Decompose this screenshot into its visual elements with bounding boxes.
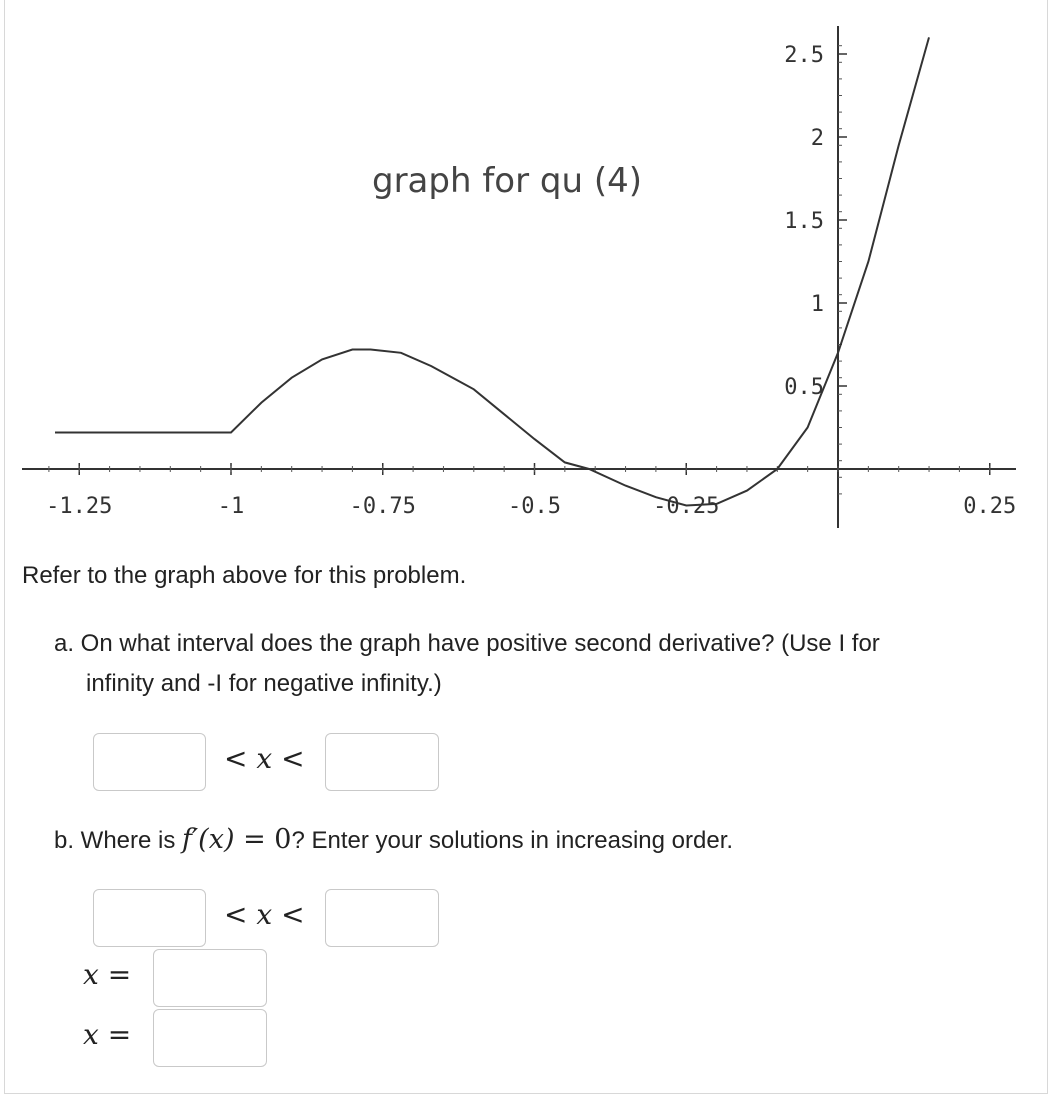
function-graph	[0, 0, 1054, 540]
x-equals-input-1[interactable]	[153, 949, 267, 1007]
part-a-lower-bound-input[interactable]	[93, 733, 206, 791]
graph-axes	[22, 26, 1016, 528]
x-tick-label: -0.5	[508, 494, 561, 519]
x-equals-label-2: x =	[83, 1018, 132, 1051]
function-curve	[55, 37, 929, 505]
part-b-inequality: < x <	[224, 898, 305, 931]
part-a-question-line2: infinity and -I for negative infinity.)	[86, 670, 442, 697]
part-b-suffix: ? Enter your solutions in increasing order.	[291, 827, 734, 854]
y-tick-label: 1.5	[784, 209, 824, 234]
x-tick-label: 0.25	[963, 494, 1017, 519]
part-b-question	[54, 820, 733, 861]
graph-tick-labels	[46, 43, 1016, 519]
y-tick-label: 1	[810, 292, 824, 317]
x-tick-label: -1.25	[46, 494, 113, 519]
intro-text: Refer to the graph above for this problem.	[22, 562, 467, 589]
x-equals-input-2[interactable]	[153, 1009, 267, 1067]
y-tick-label: 2.5	[784, 43, 824, 68]
y-tick-label: 2	[810, 126, 824, 151]
y-tick-label: 0.5	[784, 375, 824, 400]
part-a-question-line1: a. On what interval does the graph have positive second derivative? (Use I for	[54, 630, 880, 657]
x-equals-label-1: x =	[83, 958, 132, 991]
x-tick-label: -1	[217, 494, 245, 519]
part-a-inequality: < x <	[224, 742, 305, 775]
x-tick-label: -0.75	[349, 494, 416, 519]
x-tick-label: -0.25	[653, 494, 720, 519]
part-b-interval-lower-input[interactable]	[93, 889, 206, 947]
graph-title: graph for qu (4)	[372, 161, 642, 201]
fprime-expression: f′(x) = 0	[182, 824, 292, 855]
part-b-interval-upper-input[interactable]	[325, 889, 439, 947]
part-a-upper-bound-input[interactable]	[325, 733, 439, 791]
part-b-prefix: b. Where is	[54, 827, 176, 854]
